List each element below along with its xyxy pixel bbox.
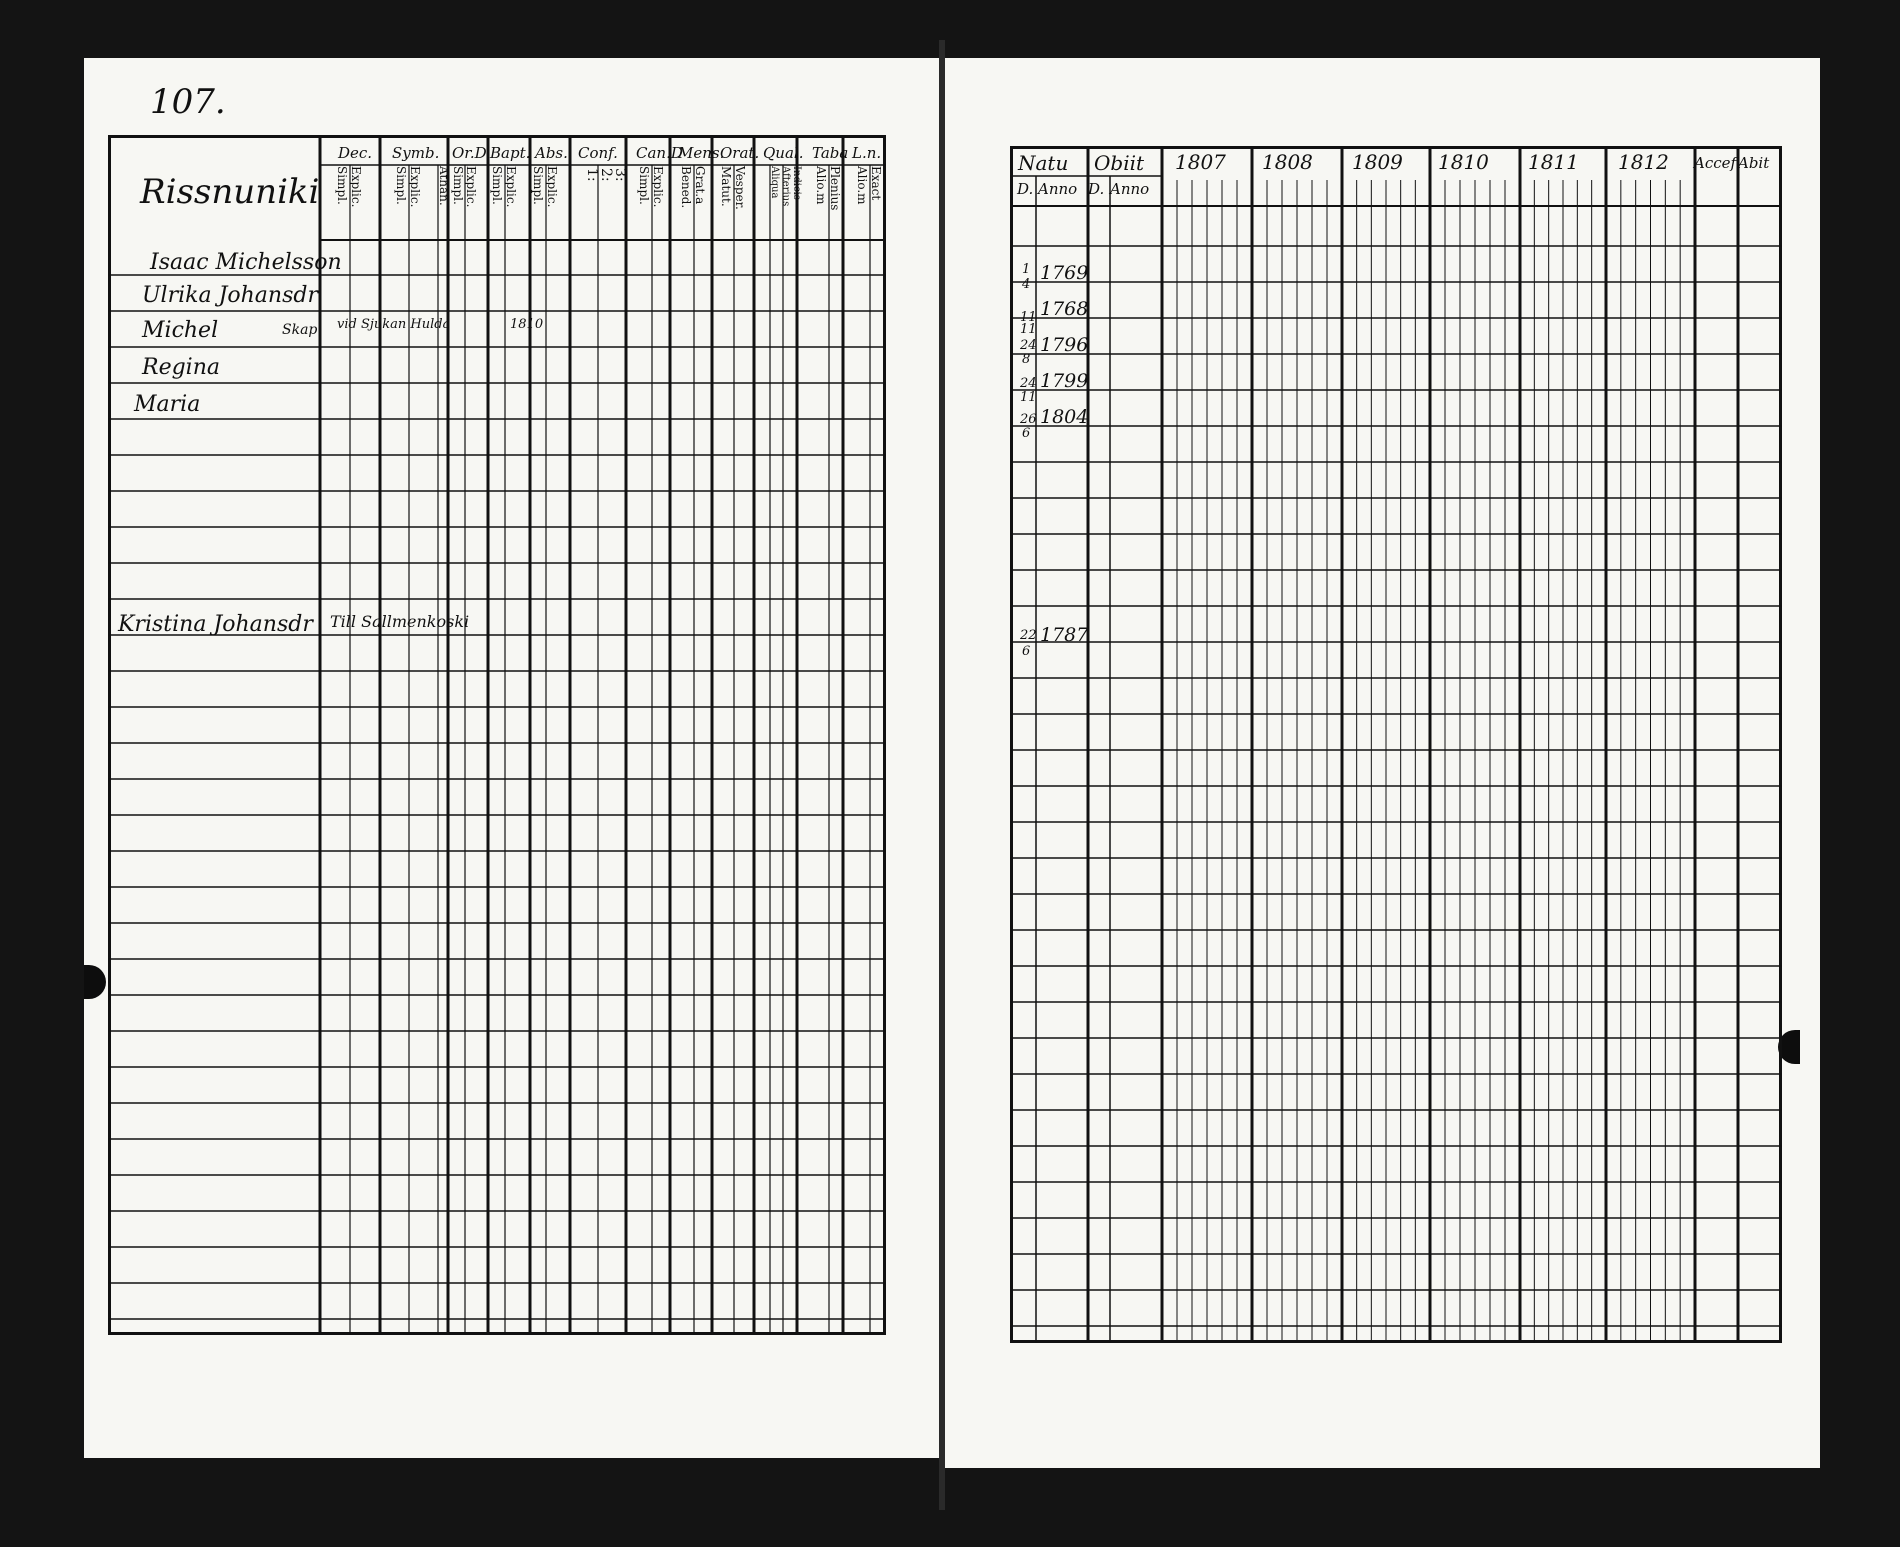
- header-1808: 1808: [1262, 150, 1313, 174]
- sub-abs-1: Explic.: [545, 166, 559, 208]
- sub-mens-1: Grat.a: [693, 166, 707, 205]
- parish-title: Rissnuniki: [140, 172, 320, 212]
- sub-orat-2: Matut.: [719, 166, 733, 207]
- header-abs: Abs.: [535, 144, 568, 162]
- header-ln: L.n.: [852, 144, 882, 162]
- header-1812: 1812: [1618, 150, 1669, 174]
- sub-conf-1: 3:: [612, 168, 628, 182]
- name-row-6: Kristina Johansdr: [118, 612, 313, 637]
- sub-abs-2: Simpl.: [531, 166, 545, 205]
- sub-qual-2: Afterius: [780, 166, 791, 207]
- birth-year-4: 1799: [1040, 370, 1089, 392]
- sub-ord-2: Simpl.: [451, 166, 465, 205]
- header-dec: Dec.: [338, 144, 373, 162]
- sub-cand-2: Simpl.: [637, 166, 651, 205]
- sub-dec-1: Explic.: [349, 166, 363, 208]
- sub-taba-1: Plenius: [828, 166, 842, 211]
- sub-qual-3: Aliqua: [769, 166, 780, 199]
- birth-month-2: 11: [1020, 322, 1037, 337]
- sub-symb-3: Athan.: [437, 166, 451, 206]
- header-orat: Orat.: [720, 144, 760, 162]
- sub-taba-2: Alio.m: [814, 166, 828, 205]
- name-row-1: Isaac Michelsson: [150, 250, 342, 275]
- sub-bapt-1: Explic.: [504, 166, 518, 208]
- birth-month-6: 6: [1022, 644, 1031, 659]
- header-qual: Qual.: [763, 144, 804, 162]
- name-note: Skap: [282, 322, 318, 338]
- sub-dec-2: Simpl.: [335, 166, 349, 205]
- header-abit: Abit: [1738, 154, 1770, 172]
- sub-bapt-2: Simpl.: [490, 166, 504, 205]
- birth-month-1: 4: [1022, 277, 1031, 292]
- sub-symb-1: Explic.: [408, 166, 422, 208]
- birth-month-4: 11: [1020, 390, 1037, 405]
- birth-year-1: 1769: [1040, 262, 1089, 284]
- birth-year-3: 1796: [1040, 334, 1089, 356]
- sub-ord-1: Explic.: [464, 166, 478, 208]
- name-row-4: Regina: [142, 355, 220, 380]
- header-1807: 1807: [1175, 150, 1226, 174]
- natu-sub-d: D.: [1017, 180, 1034, 198]
- header-natu: Natu: [1018, 151, 1069, 175]
- birth-year-5: 1804: [1040, 406, 1089, 428]
- sub-symb-2: Simpl.: [394, 166, 408, 205]
- name-row-5: Maria: [134, 392, 201, 417]
- header-1811: 1811: [1528, 150, 1579, 174]
- name-row-2: Ulrika Johansdr: [142, 283, 318, 308]
- sub-ln-2: Alio.m: [855, 166, 869, 205]
- sub-mens-2: Bened.: [679, 166, 693, 209]
- sub-conf-3: 1:: [584, 168, 600, 182]
- header-taba: Taba: [812, 144, 849, 162]
- name-row-3: Michel: [142, 318, 219, 343]
- birth-day-2: 11: [1020, 310, 1037, 325]
- header-ord: Or.D: [452, 144, 487, 162]
- annotation-6: Till Sallmenkoski: [330, 612, 470, 631]
- header-1810: 1810: [1438, 150, 1489, 174]
- sub-qual-1: Indicis: [791, 166, 802, 200]
- header-bapt: Bapt.: [490, 144, 531, 162]
- annotation-1-year: 1810: [510, 317, 544, 332]
- natu-sub-anno: Anno: [1038, 180, 1078, 198]
- sub-orat-1: Vesper.: [733, 166, 747, 210]
- sub-cand-1: Explic.: [651, 166, 665, 208]
- page-number: 107.: [150, 82, 226, 122]
- obiit-sub-anno: Anno: [1110, 180, 1150, 198]
- header-accef: Accef: [1694, 154, 1737, 172]
- birth-day-6: 22: [1020, 628, 1037, 643]
- birth-year-2: 1768: [1040, 298, 1089, 320]
- birth-day-5: 26: [1020, 412, 1037, 427]
- annotation-1: vid Sjukan Hulda: [337, 317, 451, 332]
- birth-day-4: 24: [1020, 376, 1037, 391]
- header-mens: Mens.: [678, 144, 725, 162]
- birth-month-3: 8: [1022, 352, 1031, 367]
- header-obiit: Obiit: [1094, 151, 1145, 175]
- obiit-sub-d: D.: [1088, 180, 1105, 198]
- header-1809: 1809: [1352, 150, 1403, 174]
- sub-ln-1: Exact: [869, 166, 883, 201]
- header-symb: Symb.: [392, 144, 440, 162]
- birth-month-5: 6: [1022, 426, 1031, 441]
- birth-day-1: 1: [1022, 262, 1031, 277]
- header-cand: Can.D: [636, 144, 683, 162]
- sub-conf-2: 2:: [598, 168, 614, 182]
- header-conf: Conf.: [578, 144, 618, 162]
- birth-day-3: 24: [1020, 338, 1037, 353]
- birth-year-6: 1787: [1040, 624, 1089, 646]
